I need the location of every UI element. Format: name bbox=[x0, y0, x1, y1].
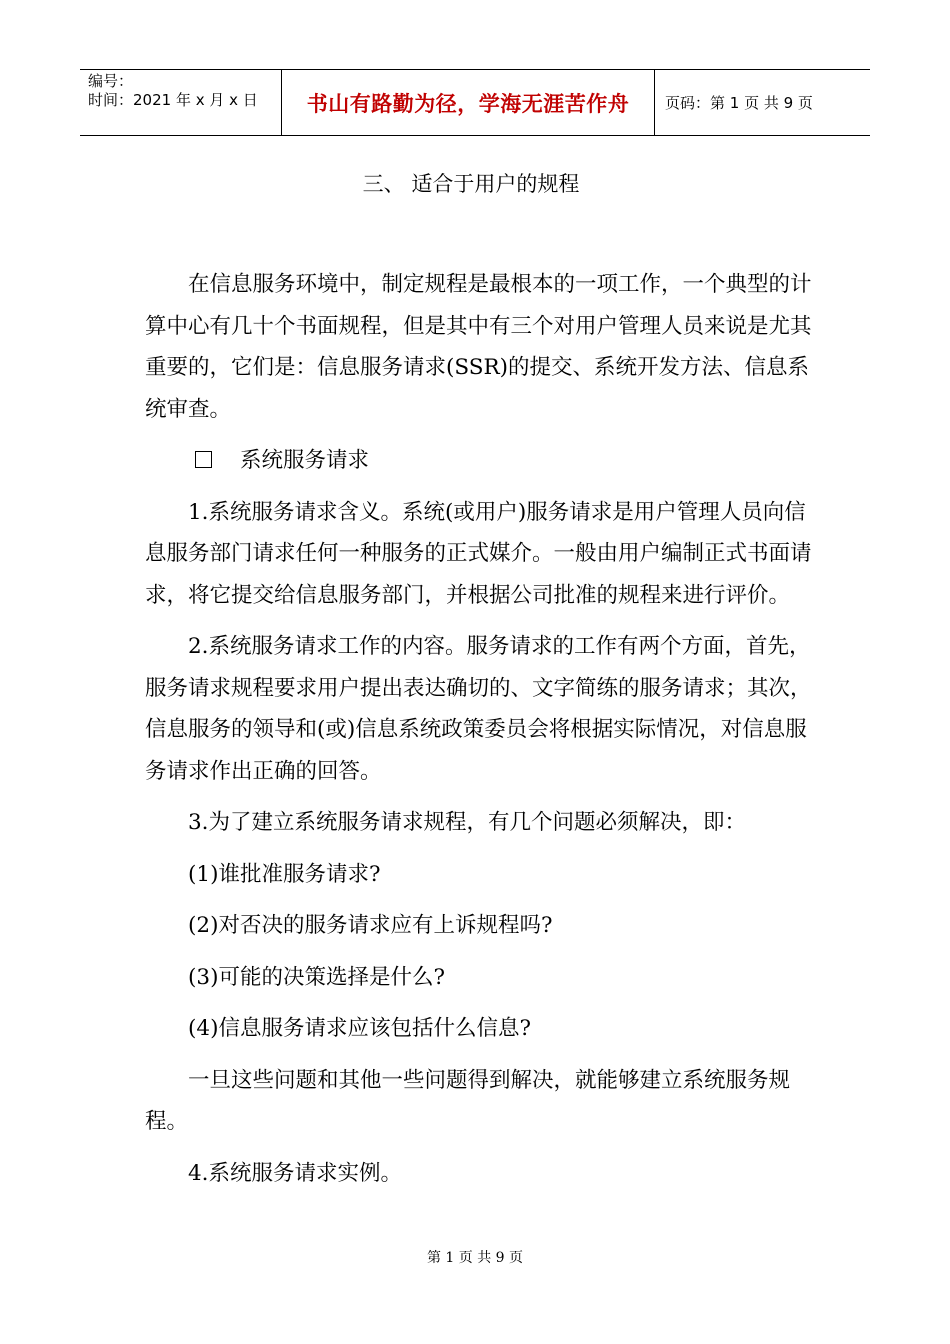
header-time: 时间：2021 年 x 月 x 日 bbox=[88, 91, 258, 109]
header-meta bbox=[80, 70, 282, 135]
checkbox-bullet-icon bbox=[195, 451, 212, 468]
document-body bbox=[145, 264, 825, 1194]
page-footer: 第 1 页 共 9 页 bbox=[426, 1250, 524, 1266]
document-header bbox=[80, 69, 870, 136]
header-page-info: 页码：第 1 页 共 9 页 bbox=[665, 94, 813, 112]
paragraph-4: 4.系统服务请求实例。 bbox=[188, 1160, 403, 1186]
paragraph-1: 1.系统服务请求含义。系统(或用户)服务请求是用户管理人员向信息服务部门请求任何一种服务的正式媒介。一般由用户编制正式书面请求，将它提交给信息服务部门，并根据公司批准的规程来进行评价。 bbox=[145, 499, 812, 608]
conclusion-paragraph: 一旦这些问题和其他一些问题得到解决，就能够建立系统服务规程。 bbox=[145, 1067, 791, 1134]
question-3: (3)可能的决策选择是什么? bbox=[188, 964, 445, 990]
bullet-heading bbox=[145, 440, 825, 482]
question-1: (1)谁批准服务请求? bbox=[188, 861, 381, 887]
intro-paragraph: 在信息服务环境中，制定规程是最根本的一项工作，一个典型的计算中心有几十个书面规程，但是其中有三个对用户管理人员来说是尤其重要的，它们是：信息服务请求(SSR)的提交、系统开发方法、信息系统审查。 bbox=[145, 272, 812, 422]
question-4: (4)信息服务请求应该包括什么信息? bbox=[188, 1016, 531, 1041]
header-number: 编号： bbox=[88, 72, 134, 90]
header-motto: 书山有路勤为径，学海无涯苦作舟 bbox=[282, 70, 655, 135]
paragraph-2: 2.系统服务请求工作的内容。服务请求的工作有两个方面，首先，服务请求规程要求用户提出表达确切的、文字简练的服务请求；其次，信息服务的领导和(或)信息系统政策委员会将根据实际情况，对信息服务请求作出正确的回答。 bbox=[145, 634, 812, 784]
section-title: 三、 适合于用户的规程 bbox=[362, 172, 580, 196]
bullet-heading-text: 系统服务请求 bbox=[240, 448, 370, 473]
question-2: (2)对否决的服务请求应有上诉规程吗? bbox=[188, 913, 553, 938]
paragraph-3: 3.为了建立系统服务请求规程，有几个问题必须解决，即： bbox=[188, 810, 747, 835]
